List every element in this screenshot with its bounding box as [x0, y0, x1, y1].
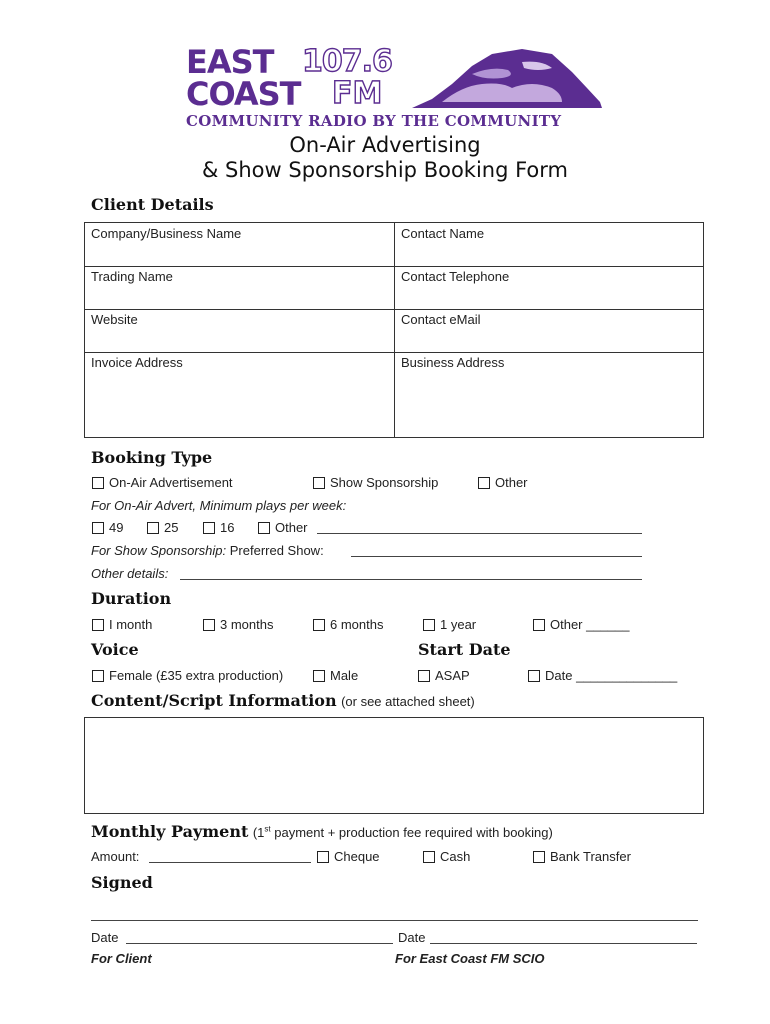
amount-label: Amount:: [91, 849, 140, 864]
checkbox-icon[interactable]: [418, 670, 430, 682]
plays-option-other[interactable]: Other: [258, 520, 308, 535]
form-title-line2: & Show Sponsorship Booking Form: [201, 158, 569, 182]
logo-coast-text: COAST: [186, 75, 301, 113]
start-option-date[interactable]: Date ______________: [528, 668, 677, 683]
client-date-label: Date: [91, 930, 119, 945]
station-date-line[interactable]: [430, 943, 697, 944]
checkbox-icon[interactable]: [313, 619, 325, 631]
contact-name-field[interactable]: Contact Name: [401, 226, 485, 241]
checkbox-icon[interactable]: [478, 477, 490, 489]
checkbox-icon[interactable]: [317, 851, 329, 863]
other-details-label: Other details:: [91, 566, 169, 581]
content-heading-row: [91, 691, 475, 711]
station-date-label: Date: [398, 930, 426, 945]
payment-heading: Monthly Payment: [91, 822, 249, 841]
amount-line[interactable]: [149, 862, 311, 863]
plays-option-49[interactable]: 49: [92, 520, 123, 535]
preferred-show-line[interactable]: [351, 556, 642, 557]
sponsorship-label: For Show Sponsorship: Preferred Show:: [91, 543, 324, 558]
island-graphic-icon: [412, 44, 602, 110]
checkbox-icon[interactable]: [147, 522, 159, 534]
booking-option-advert[interactable]: On-Air Advertisement: [92, 475, 233, 490]
checkbox-icon[interactable]: [92, 670, 104, 682]
voice-heading: Voice: [91, 640, 139, 659]
content-script-box[interactable]: [84, 717, 704, 814]
client-details-table: [84, 222, 704, 438]
booking-option-sponsorship[interactable]: Show Sponsorship: [313, 475, 438, 490]
voice-option-male[interactable]: Male: [313, 668, 358, 683]
signature-line[interactable]: [91, 920, 698, 921]
website-field[interactable]: Website: [91, 312, 138, 327]
checkbox-icon[interactable]: [423, 619, 435, 631]
plays-option-25[interactable]: 25: [147, 520, 178, 535]
form-title-line1: On-Air Advertising: [289, 133, 481, 157]
start-option-asap[interactable]: ASAP: [418, 668, 470, 683]
content-heading: Content/Script Information: [91, 691, 337, 710]
trading-name-field[interactable]: Trading Name: [91, 269, 173, 284]
booking-type-heading: Booking Type: [91, 448, 213, 467]
checkbox-icon[interactable]: [533, 619, 545, 631]
checkbox-icon[interactable]: [423, 851, 435, 863]
checkbox-icon[interactable]: [203, 619, 215, 631]
payment-note: (1st payment + production fee required with booking): [252, 824, 553, 840]
checkbox-icon[interactable]: [528, 670, 540, 682]
checkbox-icon[interactable]: [313, 670, 325, 682]
duration-option-1-month[interactable]: I month: [92, 617, 152, 632]
start-date-heading: Start Date: [418, 640, 511, 659]
checkbox-icon[interactable]: [313, 477, 325, 489]
logo-tagline: COMMUNITY RADIO BY THE COMMUNITY: [186, 112, 562, 130]
contact-email-field[interactable]: Contact eMail: [401, 312, 481, 327]
duration-heading: Duration: [91, 589, 172, 608]
duration-option-other[interactable]: Other ______: [533, 617, 630, 632]
duration-option-6-months[interactable]: 6 months: [313, 617, 383, 632]
plays-option-16[interactable]: 16: [203, 520, 234, 535]
checkbox-icon[interactable]: [258, 522, 270, 534]
content-note: (or see attached sheet): [341, 694, 475, 709]
signed-heading: Signed: [91, 873, 153, 892]
logo-fm-text: FM: [332, 76, 383, 111]
client-date-line[interactable]: [126, 943, 393, 944]
station-logo: [186, 44, 601, 130]
duration-option-3-months[interactable]: 3 months: [203, 617, 273, 632]
plays-per-week-label: For On-Air Advert, Minimum plays per week:: [91, 498, 347, 513]
company-name-field[interactable]: Company/Business Name: [91, 226, 242, 241]
business-address-field[interactable]: Business Address: [401, 355, 505, 370]
invoice-address-field[interactable]: Invoice Address: [91, 355, 183, 370]
logo-frequency-text: 107.6: [302, 44, 392, 79]
plays-other-line[interactable]: [317, 533, 642, 534]
voice-option-female[interactable]: Female (£35 extra production): [92, 668, 283, 683]
payment-option-cash[interactable]: Cash: [423, 849, 470, 864]
checkbox-icon[interactable]: [92, 522, 104, 534]
payment-option-bank-transfer[interactable]: Bank Transfer: [533, 849, 631, 864]
checkbox-icon[interactable]: [203, 522, 215, 534]
payment-heading-row: [91, 822, 553, 842]
logo-east-text: EAST: [186, 43, 274, 81]
payment-option-cheque[interactable]: Cheque: [317, 849, 380, 864]
checkbox-icon[interactable]: [92, 619, 104, 631]
client-details-heading: Client Details: [91, 195, 214, 214]
checkbox-icon[interactable]: [92, 477, 104, 489]
for-station-label: For East Coast FM SCIO: [395, 951, 545, 966]
booking-option-other[interactable]: Other: [478, 475, 528, 490]
checkbox-icon[interactable]: [533, 851, 545, 863]
for-client-label: For Client: [91, 951, 152, 966]
other-details-line[interactable]: [180, 579, 642, 580]
duration-option-1-year[interactable]: 1 year: [423, 617, 476, 632]
contact-telephone-field[interactable]: Contact Telephone: [401, 269, 510, 284]
